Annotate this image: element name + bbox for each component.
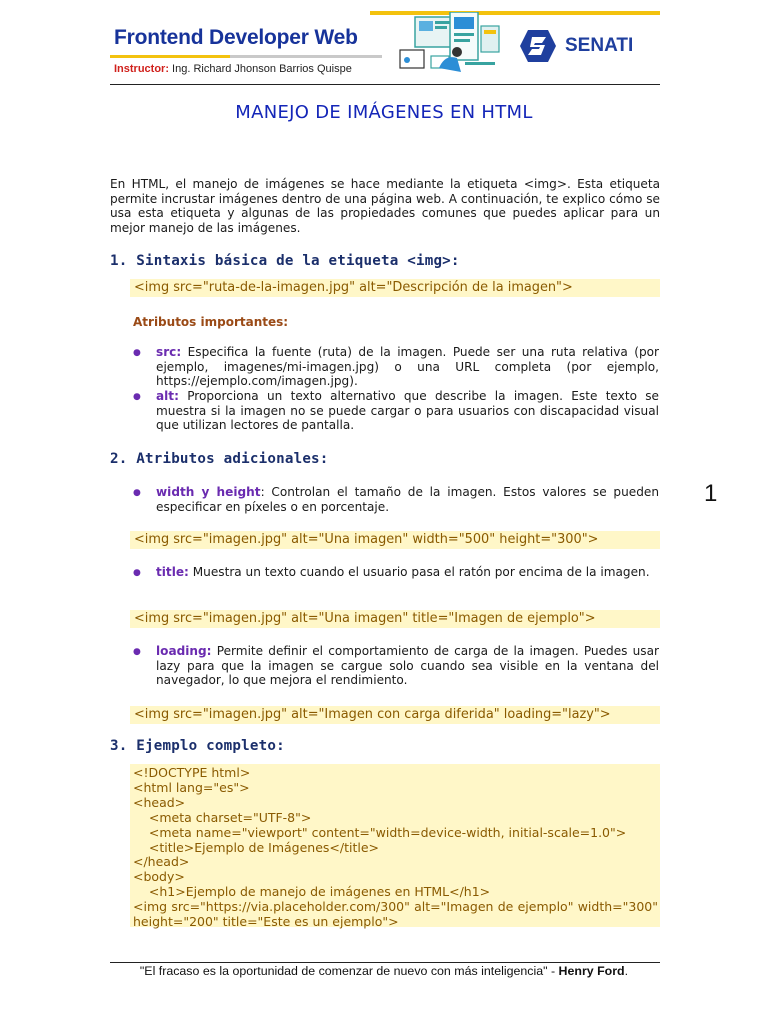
- code-line: <!DOCTYPE html>: [133, 765, 251, 780]
- page-title: MANEJO DE IMÁGENES EN HTML: [235, 102, 533, 123]
- term-src: src:: [156, 345, 182, 359]
- instructor-name: Ing. Richard Jhonson Barrios Quispe: [169, 63, 352, 75]
- code-line: <body>: [133, 869, 185, 885]
- code-line: <img src="https://via.placeholder.com/300" alt="Imagen de ejemplo" width="300" height="200" title="Este es un ejemplo">: [133, 899, 658, 930]
- list-item-loading: [156, 644, 659, 688]
- bullet-icon: ●: [133, 488, 141, 498]
- code-line: <title>Ejemplo de Imágenes</title>: [133, 839, 380, 855]
- code-snippet-title: <img src="imagen.jpg" alt="Una imagen" title="Imagen de ejemplo">: [130, 610, 660, 628]
- list-item-width-height: [156, 485, 659, 514]
- desc-src: Especifica la fuente (ruta) de la imagen. Puede ser una ruta relativa (por ejemplo, imagenes/mi-imagen.jpg) o una URL completa (por ejemplo, https://ejemplo.com/imagen.jpg).: [156, 345, 659, 389]
- desc-loading: Permite definir el comportamiento de carga de la imagen. Puedes usar lazy para que la imagen se cargue solo cuando sea visible en la ventana del navegador, lo que mejora el rendimiento.: [156, 644, 659, 688]
- page-number: 1: [704, 480, 718, 507]
- term-loading: loading:: [156, 644, 212, 658]
- header-title: Frontend Developer Web: [114, 26, 358, 49]
- code-line: <html lang="es">: [133, 779, 250, 795]
- quote-author: Henry Ford: [558, 964, 625, 978]
- attributes-subtitle: Atributos importantes:: [133, 315, 289, 329]
- list-item-src: [156, 345, 659, 389]
- term-width-height: width y height: [156, 485, 261, 499]
- code-line: <head>: [133, 794, 186, 810]
- footer-rule: [110, 962, 660, 963]
- bullet-icon: ●: [133, 348, 141, 358]
- quote-end: .: [624, 964, 629, 978]
- section-heading-example: 3. Ejemplo completo:: [110, 738, 285, 754]
- instructor-label: Instructor:: [114, 63, 169, 75]
- code-block-full-example: [130, 764, 660, 930]
- term-title: title:: [156, 565, 189, 579]
- bullet-icon: ●: [133, 392, 141, 402]
- desc-alt: Proporciona un texto alternativo que describe la imagen. Este texto se muestra si la imagen no se puede cargar o para usuarios con discapacidad visual que utilizan lectores de pantalla.: [156, 389, 659, 433]
- code-line: <meta charset="UTF-8">: [133, 809, 312, 825]
- term-alt: alt:: [156, 389, 179, 403]
- instructor-line: [114, 63, 352, 75]
- header-rule: [110, 84, 660, 85]
- header-divider: [110, 55, 382, 58]
- section-heading-additional: 2. Atributos adicionales:: [110, 451, 329, 467]
- section-heading-syntax: 1. Sintaxis básica de la etiqueta <img>:: [110, 253, 460, 269]
- desc-width-height: : Controlan el tamaño de la imagen. Estos valores se pueden especificar en píxeles o en porcentaje.: [156, 485, 659, 514]
- senati-logo-icon: [518, 28, 558, 64]
- senati-logo-text: SENATI: [565, 35, 634, 56]
- web-developer-illustration: [395, 12, 505, 82]
- desc-title: Muestra un texto cuando el usuario pasa el ratón por encima de la imagen.: [188, 565, 650, 579]
- bullet-icon: ●: [133, 568, 141, 578]
- code-snippet-width-height: <img src="imagen.jpg" alt="Una imagen" width="500" height="300">: [130, 531, 660, 549]
- code-line: <meta name="viewport" content="width=device-width, initial-scale=1.0">: [133, 824, 627, 840]
- code-line: </head>: [133, 854, 190, 870]
- list-item-alt: [156, 389, 659, 433]
- quote-text: "El fracaso es la oportunidad de comenzar de nuevo con más inteligencia" -: [139, 964, 559, 978]
- code-line: <h1>Ejemplo de manejo de imágenes en HTML</h1>: [133, 884, 491, 900]
- intro-paragraph: En HTML, el manejo de imágenes se hace mediante la etiqueta <img>. Esta etiqueta permite incrustar imágenes dentro de una página web. A continuación, te explico cómo se usa esta etiqueta y algunas de las propiedades comunes que puedes aplicar para un mejor manejo de las imágenes.: [110, 177, 660, 236]
- footer-quote: [0, 964, 768, 978]
- bullet-icon: ●: [133, 647, 141, 657]
- code-snippet-img-basic: <img src="ruta-de-la-imagen.jpg" alt="Descripción de la imagen">: [130, 279, 660, 297]
- list-item-title: [156, 565, 659, 580]
- code-snippet-loading: <img src="imagen.jpg" alt="Imagen con carga diferida" loading="lazy">: [130, 706, 660, 724]
